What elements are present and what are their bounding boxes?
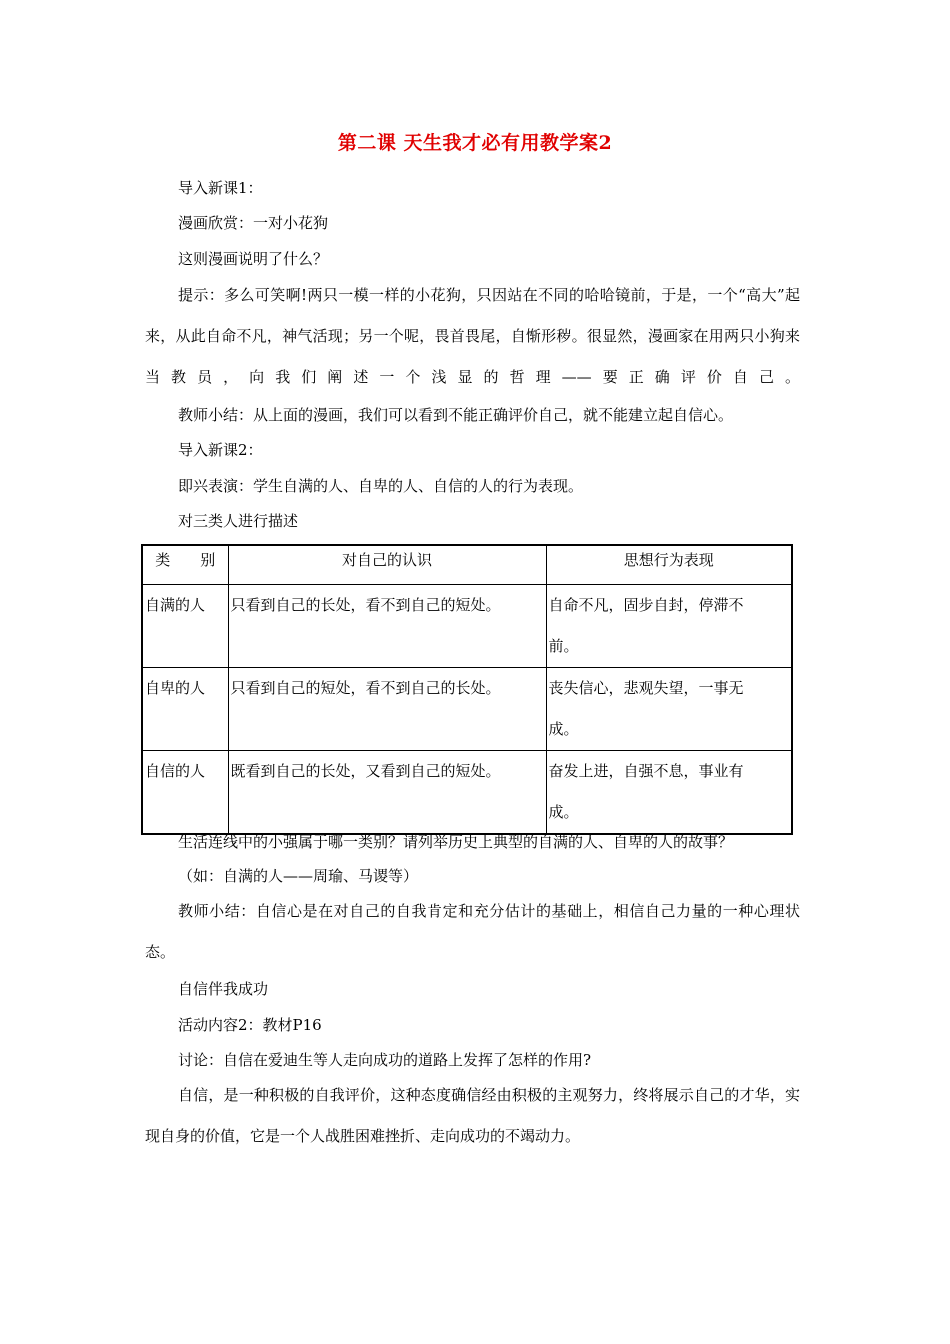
table-row bbox=[142, 668, 792, 751]
row-self-knowledge: 只看到自己的长处，看不到自己的短处。 bbox=[228, 585, 546, 668]
page-title: 第二课 天生我才必有用教学案2 bbox=[337, 132, 613, 154]
row-behavior: 自命不凡，固步自封，停滞不前。 bbox=[546, 585, 792, 668]
discussion: 讨论：自信在爱迪生等人走向成功的道路上发挥了怎样的作用? bbox=[178, 1051, 592, 1069]
teacher-summary-1: 教师小结：从上面的漫画，我们可以看到不能正确评价自己，就不能建立起自信心。 bbox=[178, 406, 734, 424]
describe-three: 对三类人进行描述 bbox=[178, 512, 299, 530]
table-header-row bbox=[142, 545, 792, 585]
performance: 即兴表演：学生自满的人、自卑的人、自信的人的行为表现。 bbox=[178, 477, 584, 495]
header-self-knowledge: 对自己的认识 bbox=[228, 545, 546, 585]
row-self-knowledge: 既看到自己的长处，又看到自己的短处。 bbox=[228, 751, 546, 835]
row-category: 自卑的人 bbox=[142, 668, 228, 751]
life-connection-question: 生活连线中的小强属于哪一类别？请列举历史上典型的自满的人、自卑的人的故事？ bbox=[178, 833, 734, 851]
table-row bbox=[142, 585, 792, 668]
intro-1: 导入新课1： bbox=[178, 179, 263, 197]
header-category: 类 别 bbox=[142, 545, 228, 585]
row-category: 自满的人 bbox=[142, 585, 228, 668]
header-behavior: 思想行为表现 bbox=[546, 545, 792, 585]
row-self-knowledge: 只看到自己的短处，看不到自己的长处。 bbox=[228, 668, 546, 751]
intro-2: 导入新课2： bbox=[178, 441, 263, 459]
row-behavior: 奋发上进，自强不息，事业有成。 bbox=[546, 751, 792, 835]
comparison-table bbox=[141, 544, 793, 835]
comic-title: 漫画欣赏：一对小花狗 bbox=[178, 214, 329, 232]
example: （如：自满的人——周瑜、马谡等） bbox=[178, 867, 419, 885]
conclusion-paragraph: 自信，是一种积极的自我评价，这种态度确信经由积极的主观努力，终将展示自己的才华，实现自身的价值，它是一个人战胜困难挫折、走向成功的不竭动力。 bbox=[145, 1086, 800, 1145]
row-behavior: 丧失信心，悲观失望，一事无成。 bbox=[546, 668, 792, 751]
hint-paragraph: 提示：多么可笑啊!两只一模一样的小花狗，只因站在不同的哈哈镜前，于是，一个“高大”起来，从此自命不凡，神气活现；另一个呢，畏首畏尾，自惭形秽。很显然，漫画家在用两只小狗来当教员，向我们阐述一个浅显的哲理——要正确评价自己。 bbox=[145, 286, 800, 386]
section-confidence-success: 自信伴我成功 bbox=[178, 980, 269, 998]
question: 这则漫画说明了什么？ bbox=[178, 250, 329, 268]
table-row bbox=[142, 751, 792, 835]
row-category: 自信的人 bbox=[142, 751, 228, 835]
activity-content: 活动内容2：教材P16 bbox=[178, 1016, 322, 1034]
teacher-summary-2: 教师小结：自信心是在对自己的自我肯定和充分估计的基础上，相信自己力量的一种心理状态。 bbox=[145, 902, 800, 961]
